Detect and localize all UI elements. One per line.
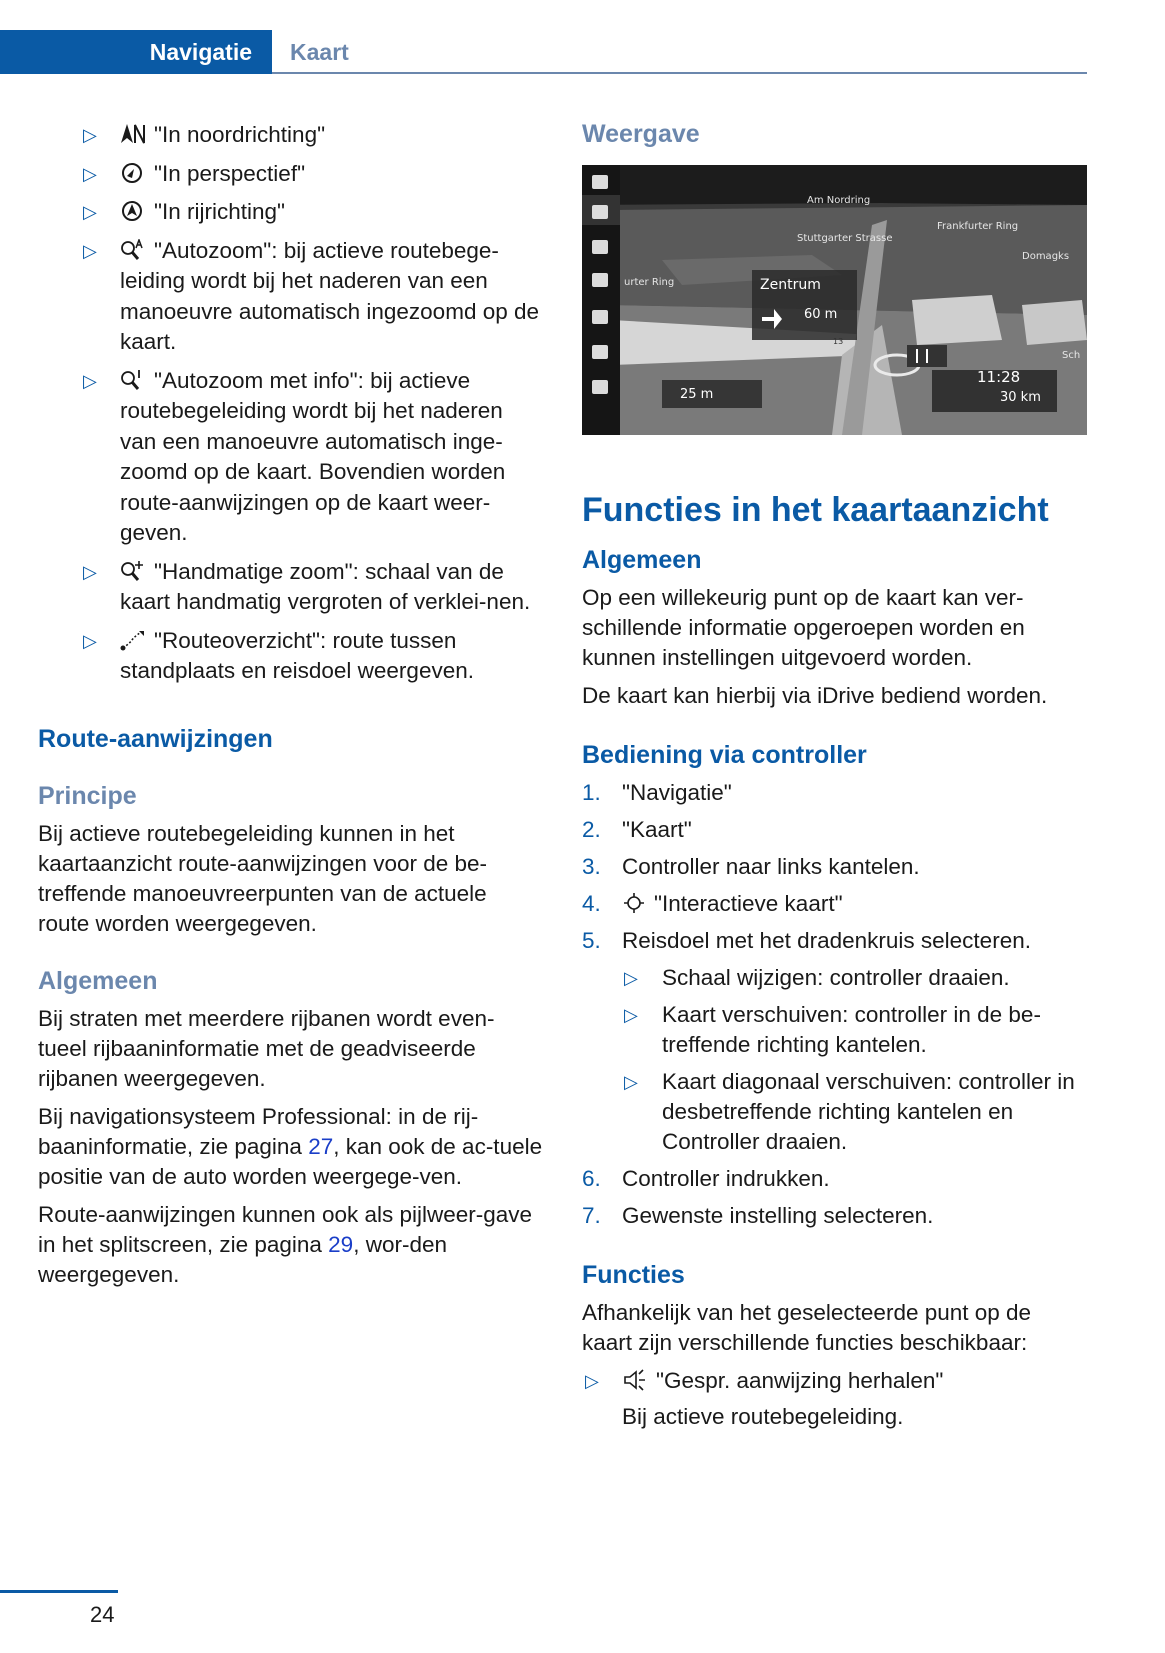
paragraph-text: Bij navigationsysteem Professional: in de rij-baaninformatie, zie pagina bbox=[38, 1103, 479, 1159]
subsection-heading: Principe bbox=[38, 781, 137, 810]
route-overview-icon bbox=[120, 629, 146, 651]
subsection-heading: Functies bbox=[582, 1261, 685, 1289]
list-item-text: "Autozoom met info": bij actieve routebegeleiding wordt bij het naderen van een manoeuvre automatisch inge-zoomd op de kaart. Bovendien worden route-aanwijzingen op de kaart weer-geven. bbox=[120, 367, 506, 545]
step-text: Controller naar links kantelen. bbox=[622, 854, 920, 879]
map-street-label: urter Ring bbox=[624, 277, 675, 288]
list-item-text: "Autozoom": bij actieve routebege-leiding wordt bij het naderen van een manoeuvre automatisch ingezoomd op de kaart. bbox=[120, 237, 540, 354]
list-item-text: "In noordrichting" bbox=[154, 122, 326, 147]
paragraph bbox=[38, 1102, 543, 1192]
header-tab-kaart: Kaart bbox=[290, 39, 349, 65]
bullet-triangle-icon: ▷ bbox=[83, 370, 97, 391]
map-street-label: Am Nordring bbox=[807, 195, 871, 206]
list-item bbox=[38, 626, 543, 687]
list-item bbox=[582, 1366, 1087, 1432]
list-item bbox=[38, 120, 543, 151]
list-item bbox=[582, 926, 1087, 956]
step-text: Gewenste instelling selecteren. bbox=[622, 1203, 934, 1228]
section-heading: Route-aanwijzingen bbox=[38, 724, 273, 753]
page-link-29[interactable]: 29 bbox=[328, 1231, 354, 1257]
paragraph-text: , wor-den weergegeven. bbox=[38, 1231, 447, 1287]
bullet-triangle-icon: ▷ bbox=[83, 202, 97, 222]
paragraph: Bij actieve routebegeleiding kunnen in het kaartaanzicht route-aanwijzingen voor de be-treffende manoeuvreerpunten van de actuele route worden weergegeven. bbox=[38, 820, 488, 936]
subsection-heading: Algemeen bbox=[582, 546, 702, 574]
bullet-triangle-icon: ▷ bbox=[624, 968, 638, 988]
list-item-text: "Handmatige zoom": schaal van de kaart handmatig vergroten of verklei-nen. bbox=[120, 558, 531, 614]
paragraph: Op een willekeurig punt op de kaart kan ver-schillende informatie opgeroepen worden en kunnen instellingen uitgevoerd worden. bbox=[582, 585, 1025, 670]
bullet-triangle-icon: ▷ bbox=[83, 630, 97, 651]
list-item bbox=[582, 1164, 1087, 1194]
bullet-triangle-icon: ▷ bbox=[624, 1005, 638, 1025]
list-item bbox=[38, 366, 543, 549]
paragraph: De kaart kan hierbij via iDrive bediend worden. bbox=[582, 683, 1048, 708]
bullet-triangle-icon: ▷ bbox=[83, 240, 97, 261]
perspective-icon bbox=[120, 162, 146, 184]
list-item-text: "In rijrichting" bbox=[154, 199, 286, 224]
list-item bbox=[582, 1000, 1087, 1060]
map-screenshot bbox=[582, 165, 1087, 435]
subsection-heading: Algemeen bbox=[38, 966, 158, 995]
map-scale: 25 m bbox=[680, 387, 714, 402]
list-item bbox=[38, 236, 543, 358]
subsection-heading: Weergave bbox=[582, 120, 700, 148]
sub-step-text: Kaart verschuiven: controller in de be-treffende richting kantelen. bbox=[662, 1002, 1041, 1057]
paragraph-text: Route-aanwijzingen kunnen ook als pijlweer-gave in het splitscreen, zie pagina bbox=[38, 1201, 533, 1257]
bullet-triangle-icon: ▷ bbox=[624, 1072, 638, 1092]
list-item-text: "In perspectief" bbox=[154, 160, 306, 186]
step-text: Reisdoel met het dradenkruis selecteren. bbox=[622, 928, 1031, 953]
paragraph-text: , kan ook de ac-tuele positie van de auto worden weergege-ven. bbox=[38, 1133, 543, 1189]
map-eta: 11:28 bbox=[977, 368, 1021, 386]
main-heading: Functies in het kaartaanzicht bbox=[582, 491, 1049, 529]
header-divider bbox=[272, 72, 1087, 74]
map-street-label: Frankfurter Ring bbox=[937, 221, 1019, 232]
list-item bbox=[38, 197, 543, 228]
step-number: 7. bbox=[582, 1203, 601, 1228]
step-text: Controller indrukken. bbox=[622, 1166, 830, 1191]
page-link-27[interactable]: 27 bbox=[308, 1133, 334, 1159]
list-item bbox=[582, 889, 1087, 919]
north-arrow-icon bbox=[120, 123, 146, 145]
map-street-label: Stuttgarter Strasse bbox=[797, 233, 893, 244]
list-item-note: Bij actieve routebegeleiding. bbox=[622, 1404, 904, 1429]
map-street-label: Domagks bbox=[1022, 251, 1070, 262]
step-text: "Kaart" bbox=[622, 817, 692, 842]
paragraph: Bij straten met meerdere rijbanen wordt even-tueel rijbaaninformatie met de geadviseerde rijbanen weergegeven. bbox=[38, 1005, 495, 1091]
step-number: 4. bbox=[582, 891, 601, 916]
step-text: "Interactieve kaart" bbox=[654, 891, 843, 916]
bullet-triangle-icon: ▷ bbox=[83, 125, 97, 145]
footer-divider bbox=[0, 1590, 118, 1593]
list-item bbox=[582, 852, 1087, 882]
paragraph bbox=[38, 1200, 543, 1290]
header-tab-navigatie: Navigatie bbox=[0, 30, 272, 74]
right-column bbox=[582, 120, 1087, 1439]
speaker-repeat-icon bbox=[622, 1369, 648, 1391]
list-item bbox=[582, 778, 1087, 808]
autozoom-icon bbox=[120, 239, 146, 261]
sub-step-text: Kaart diagonaal verschuiven: controller in desbetreffende richting kantelen en Controller draaien. bbox=[662, 1069, 1075, 1154]
list-item bbox=[582, 1201, 1087, 1231]
step-text: "Navigatie" bbox=[622, 780, 732, 805]
list-item-text: "Gespr. aanwijzing herhalen" bbox=[656, 1368, 944, 1393]
map-sign-title: Zentrum bbox=[760, 277, 821, 293]
bullet-triangle-icon: ▷ bbox=[585, 1371, 599, 1391]
list-item bbox=[582, 815, 1087, 845]
list-item-text: "Routeoverzicht": route tussen standplaats en reisdoel weergeven. bbox=[120, 627, 474, 683]
driving-direction-icon bbox=[120, 200, 146, 222]
list-item bbox=[582, 963, 1087, 993]
map-sign-distance: 60 m bbox=[804, 307, 838, 322]
list-item bbox=[38, 159, 543, 190]
list-item bbox=[38, 557, 543, 618]
left-column bbox=[38, 120, 543, 1298]
step-number: 5. bbox=[582, 928, 601, 953]
autozoom-info-icon bbox=[120, 369, 146, 391]
step-number: 1. bbox=[582, 780, 601, 805]
step-number: 6. bbox=[582, 1166, 601, 1191]
map-street-label: Sch bbox=[1062, 350, 1081, 361]
step-number: 3. bbox=[582, 854, 601, 879]
page-number: 24 bbox=[90, 1602, 115, 1627]
header-bar bbox=[0, 30, 1087, 74]
map-road-number: 13 bbox=[833, 337, 844, 346]
map-distance: 30 km bbox=[1000, 390, 1041, 405]
list-item bbox=[582, 1067, 1087, 1157]
sub-step-text: Schaal wijzigen: controller draaien. bbox=[662, 965, 1010, 990]
subsection-heading: Bediening via controller bbox=[582, 741, 867, 769]
step-number: 2. bbox=[582, 817, 601, 842]
manual-zoom-icon bbox=[120, 560, 146, 582]
interactive-map-icon bbox=[622, 892, 648, 914]
paragraph: Afhankelijk van het geselecteerde punt op de kaart zijn verschillende functies beschikbaar: bbox=[582, 1300, 1032, 1355]
bullet-triangle-icon: ▷ bbox=[83, 163, 97, 184]
bullet-triangle-icon: ▷ bbox=[83, 561, 97, 582]
